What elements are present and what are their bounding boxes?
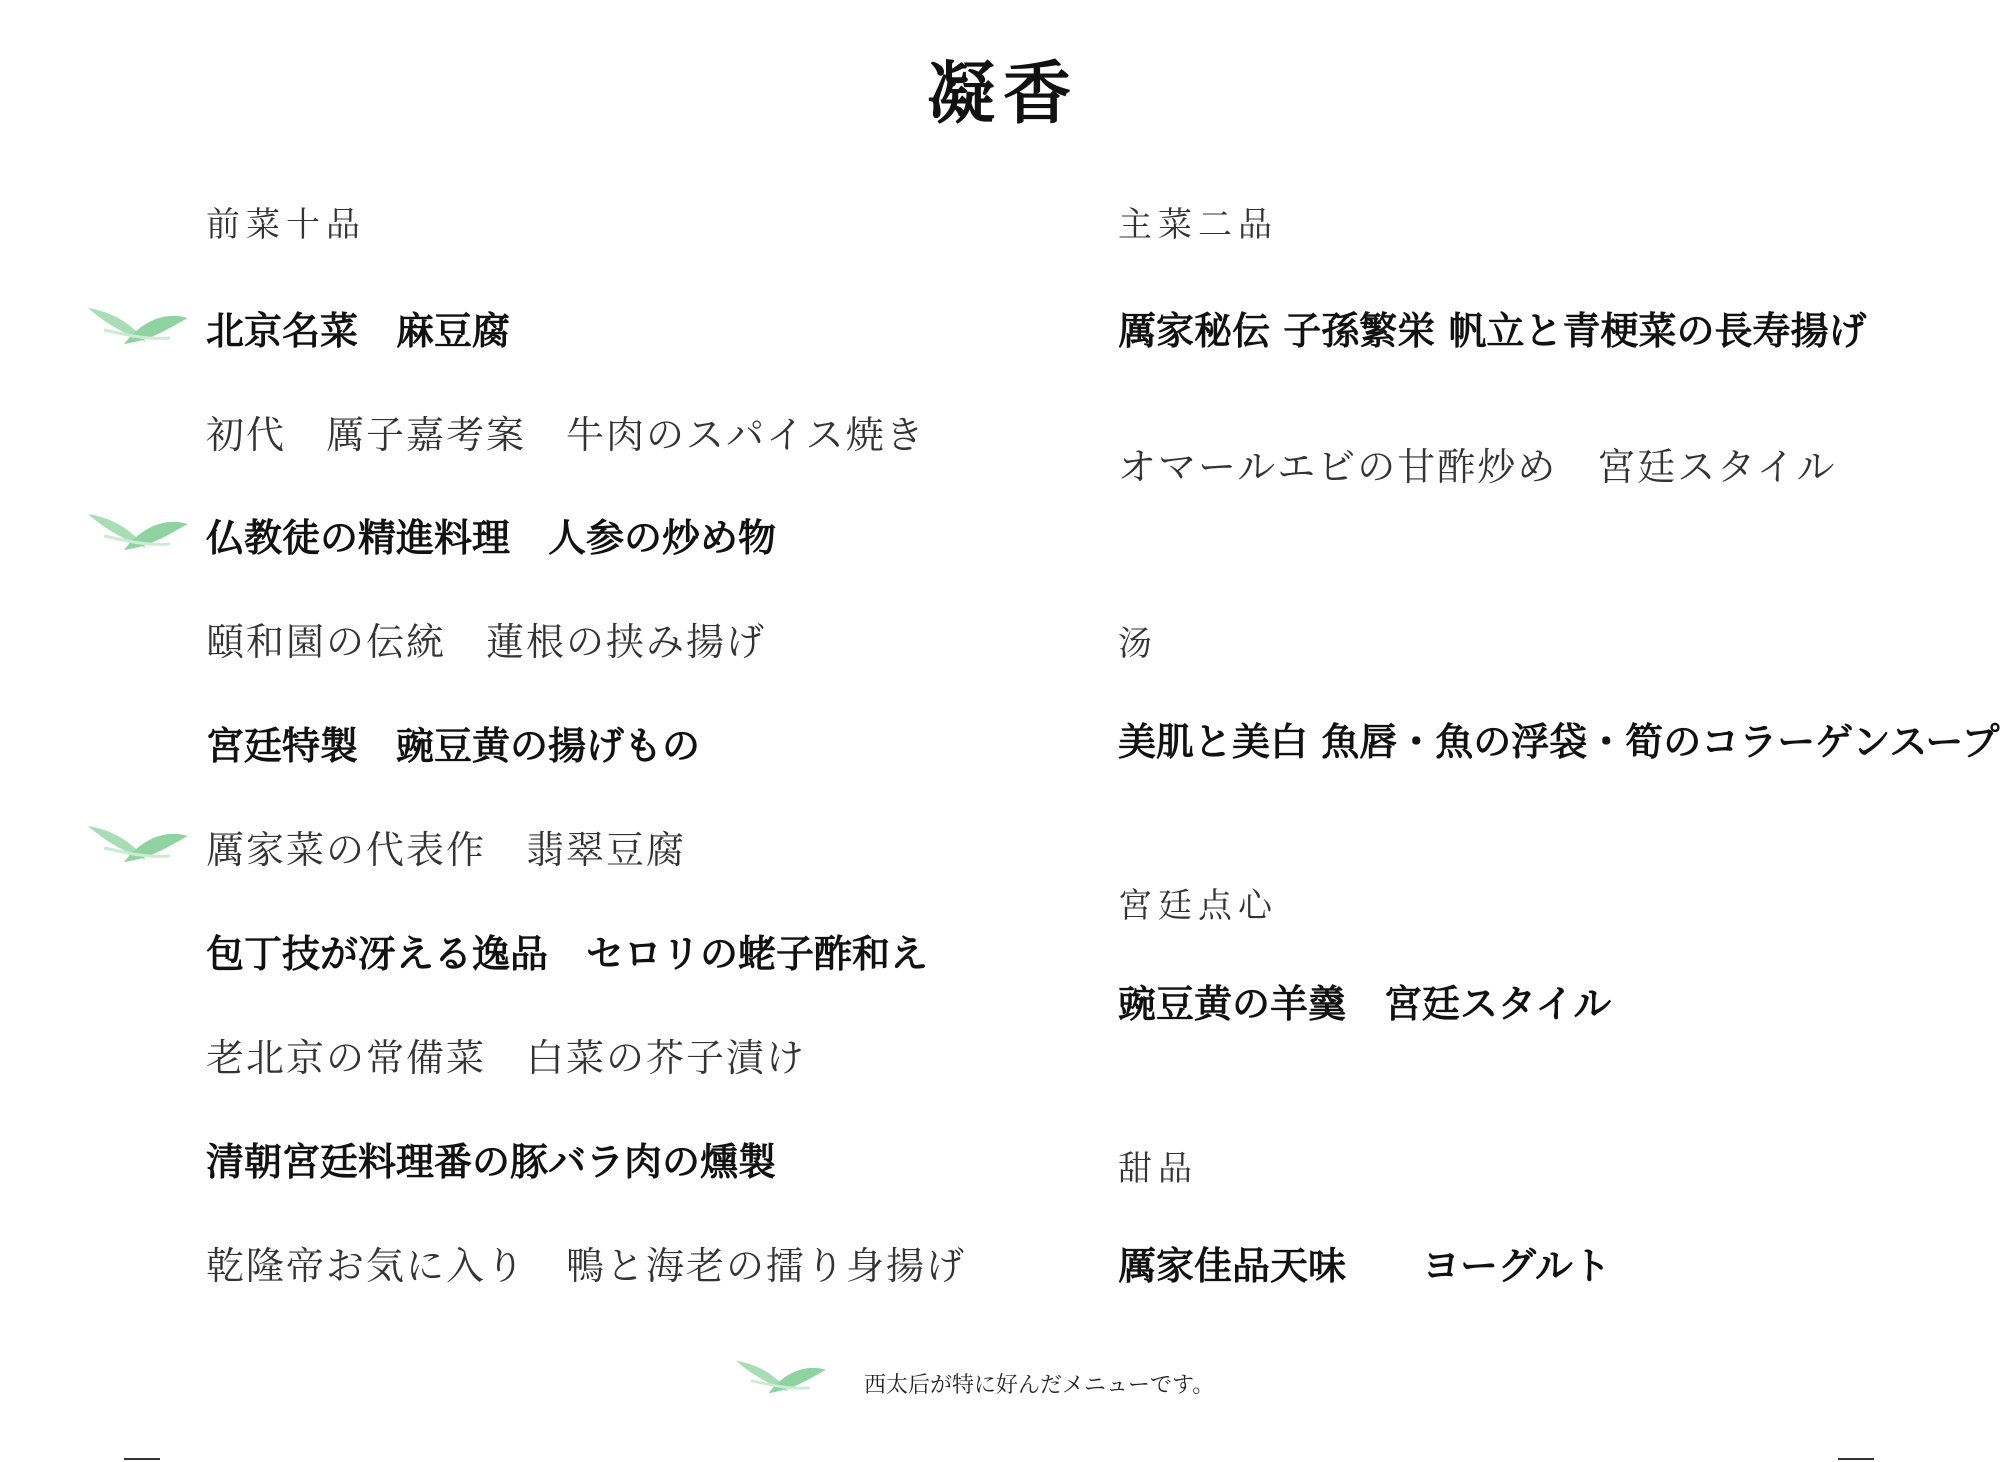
main-item: オマールエビの甘酢炒め 宮廷スタイル [1118, 445, 1837, 489]
appetizer-item: 頤和園の伝統 蓮根の挟み揚げ [206, 620, 767, 664]
appetizer-heading: 前菜十品 [206, 205, 366, 245]
appetizer-item: 包丁技が冴える逸品 セロリの蛯子酢和え [206, 931, 929, 976]
menu-title: 凝香 [926, 54, 1079, 134]
appetizer-item: 老北京の常備菜 白菜の芥子漬け [206, 1036, 807, 1080]
dessert-item: 厲家佳品天味 ヨーグルト [1118, 1243, 1611, 1288]
footer-note: 西太后が特に好んだメニューです。 [864, 1373, 1215, 1398]
dimsum-heading: 宮廷点心 [1118, 886, 1278, 926]
corner-mark-right [1838, 1458, 1874, 1460]
appetizer-item: 清朝宮廷料理番の豚バラ肉の燻製 [206, 1139, 777, 1184]
leaf-icon [84, 296, 194, 356]
appetizer-item: 仏教徒の精進料理 人参の炒め物 [206, 515, 777, 560]
main-item: 厲家秘伝 子孫繁栄 帆立と青梗菜の長寿揚げ [1118, 308, 1867, 353]
dessert-heading: 甜品 [1118, 1149, 1198, 1189]
appetizer-item: 乾隆帝お気に入り 鴨と海老の擂り身揚げ [206, 1244, 967, 1288]
appetizer-item: 北京名菜 麻豆腐 [206, 308, 511, 353]
leaf-icon [84, 814, 194, 874]
soup-heading: 汤 [1118, 624, 1158, 664]
appetizer-item: 初代 厲子嘉考案 牛肉のスパイス焼き [206, 413, 926, 457]
main-heading: 主菜二品 [1118, 205, 1278, 245]
leaf-icon [732, 1350, 832, 1404]
leaf-icon [84, 502, 194, 562]
corner-mark-left [124, 1458, 160, 1460]
appetizer-item: 厲家菜の代表作 翡翠豆腐 [206, 828, 687, 872]
soup-item: 美肌と美白 魚唇・魚の浮袋・筍のコラーゲンスープ [1118, 719, 2000, 764]
dimsum-item: 豌豆黄の羊羹 宮廷スタイル [1118, 981, 1612, 1026]
appetizer-item: 宮廷特製 豌豆黄の揚げもの [206, 723, 701, 768]
